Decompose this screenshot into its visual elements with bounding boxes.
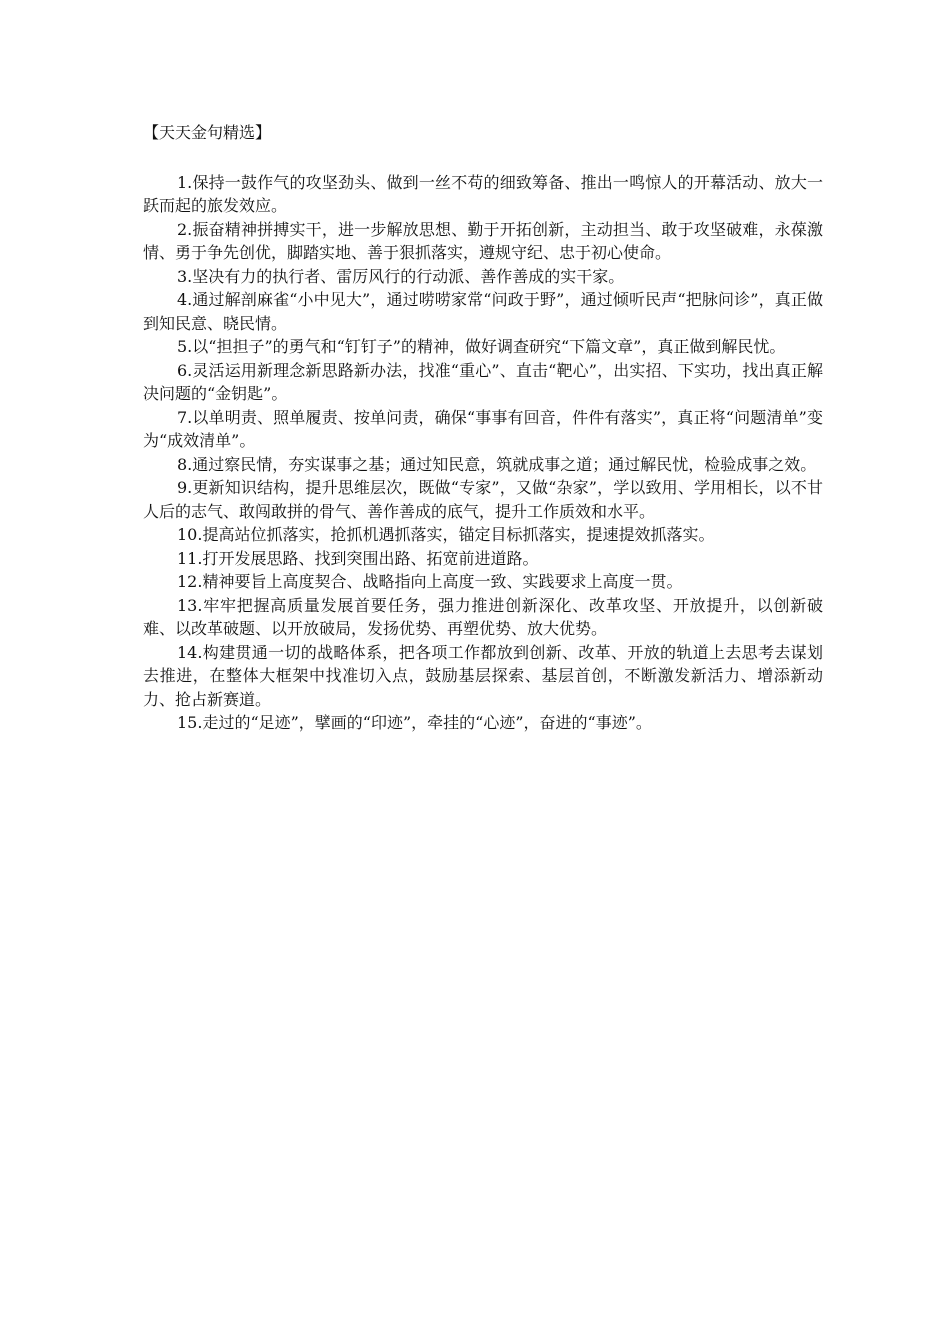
quote-item-12: 12.精神要旨上高度契合、战略指向上高度一致、实践要求上高度一贯。 xyxy=(177,572,683,591)
quote-item-2: 2.振奋精神拼搏实干，进一步解放思想、勤于开拓创新，主动担当、敢于攻坚破难，永葆激情、勇于争先创优，脚踏实地、善于狠抓落实，遵规守纪、忠于初心使命。 xyxy=(143,219,823,262)
quote-item-5: 5.以“担担子”的勇气和“钉钉子”的精神，做好调查研究“下篇文章”，真正做到解民忧。 xyxy=(177,337,786,356)
quote-item-15: 15.走过的“足迹”，擘画的“印迹”，牵挂的“心迹”，奋进的“事迹”。 xyxy=(177,713,652,732)
quote-item-8: 8.通过察民情，夯实谋事之基；通过知民意，筑就成事之道；通过解民忧，检验成事之效。 xyxy=(177,454,817,474)
quote-item-11: 11.打开发展思路、找到突围出路、拓宽前进道路。 xyxy=(177,548,539,568)
quote-item-1: 1.保持一鼓作气的攻坚劲头、做到一丝不苟的细致筹备、推出一鸣惊人的开幕活动、放大一跃而起的旅发效应。 xyxy=(143,172,823,215)
document-content xyxy=(143,121,823,735)
section-heading: 【天天金句精选】 xyxy=(143,123,272,142)
quote-item-14: 14.构建贯通一切的战略体系，把各项工作都放到创新、改革、开放的轨道上去思考去谋划去推进，在整体大框架中找准切入点，鼓励基层探索、基层首创，不断激发新活力、增添新动力、抢占新赛道。 xyxy=(143,642,823,709)
quote-item-7: 7.以单明责、照单履责、按单问责，确保“事事有回音，件件有落实”，真正将“问题清单”变为“成效清单”。 xyxy=(143,407,823,450)
quote-item-4: 4.通过解剖麻雀“小中见大”，通过唠唠家常“问政于野”，通过倾听民声“把脉问诊”，真正做到知民意、晓民情。 xyxy=(143,290,823,333)
quote-item-9: 9.更新知识结构，提升思维层次，既做“专家”，又做“杂家”，学以致用、学用相长，以不甘人后的志气、敢闯敢拼的骨气、善作善成的底气，提升工作质效和水平。 xyxy=(143,478,823,521)
quote-item-10: 10.提高站位抓落实，抢抓机遇抓落实，锚定目标抓落实，提速提效抓落实。 xyxy=(177,525,715,544)
quote-item-6: 6.灵活运用新理念新思路新办法，找准“重心”、直击“靶心”，出实招、下实功，找出真正解决问题的“金钥匙”。 xyxy=(143,360,823,403)
quote-item-13: 13.牢牢把握高质量发展首要任务，强力推进创新深化、改革攻坚、开放提升，以创新破难、以改革破题、以开放破局，发扬优势、再塑优势、放大优势。 xyxy=(143,595,823,638)
quote-item-3: 3.坚决有力的执行者、雷厉风行的行动派、善作善成的实干家。 xyxy=(177,266,625,286)
